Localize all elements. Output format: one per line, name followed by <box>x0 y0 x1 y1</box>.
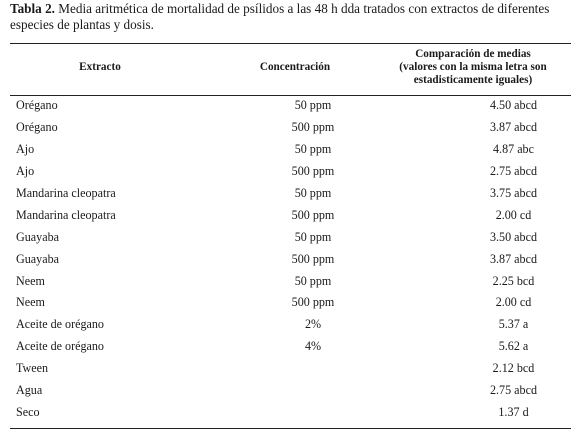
header-comparacion-line1: Comparación de medias <box>415 48 531 60</box>
header-concentracion: Concentración <box>259 61 331 73</box>
cell-concentracion <box>206 358 420 380</box>
top-rule <box>10 43 571 44</box>
cell-extracto: Aceite de orégano <box>16 317 104 332</box>
table-row <box>10 336 571 358</box>
table-row <box>10 401 571 423</box>
cell-concentracion: 4% <box>304 339 322 354</box>
table-caption <box>10 1 570 33</box>
table-row <box>10 248 571 270</box>
cell-concentracion <box>206 380 420 402</box>
cell-comparacion: 5.37 a <box>498 317 529 332</box>
cell-comparacion: 2.75 abcd <box>489 164 538 179</box>
data-table <box>10 95 571 423</box>
cell-comparacion: 2.00 cd <box>495 207 532 222</box>
header-extracto: Extracto <box>79 61 121 73</box>
cell-comparacion: 2.12 bcd <box>492 361 535 376</box>
cell-concentracion <box>206 401 420 423</box>
table-row <box>10 183 571 205</box>
cell-concentracion: 500 ppm <box>291 295 335 310</box>
cell-extracto: Ajo <box>16 142 35 157</box>
cell-extracto: Agua <box>16 383 43 398</box>
cell-concentracion: 50 ppm <box>294 98 332 113</box>
cell-extracto: Orégano <box>16 98 58 113</box>
table-row <box>10 270 571 292</box>
cell-extracto: Neem <box>16 273 45 288</box>
table-row <box>10 292 571 314</box>
cell-concentracion: 500 ppm <box>291 120 335 135</box>
cell-comparacion: 3.87 abcd <box>489 251 538 266</box>
cell-concentracion: 50 ppm <box>294 229 332 244</box>
cell-concentracion: 2% <box>304 317 322 332</box>
caption-label: Tabla 2. <box>10 1 55 16</box>
cell-concentracion: 500 ppm <box>291 251 335 266</box>
cell-extracto: Neem <box>16 295 45 310</box>
cell-extracto: Mandarina cleopatra <box>16 186 116 200</box>
cell-extracto: Tween <box>16 361 49 376</box>
cell-comparacion: 4.87 abc <box>493 142 534 157</box>
cell-comparacion: 3.50 abcd <box>489 229 538 244</box>
table-row <box>10 139 571 161</box>
table-body <box>10 95 571 423</box>
cell-comparacion: 4.50 abcd <box>489 98 538 113</box>
cell-concentracion: 50 ppm <box>294 142 332 157</box>
table-row <box>10 204 571 226</box>
cell-extracto: Guayaba <box>16 229 59 244</box>
table-row <box>10 226 571 248</box>
table-row <box>10 314 571 336</box>
header-comparacion-line3: estadisticamente iguales) <box>413 74 533 86</box>
cell-extracto: Guayaba <box>16 251 59 266</box>
table-row <box>10 117 571 139</box>
cell-comparacion: 2.75 abcd <box>489 383 538 398</box>
bottom-rule <box>10 428 571 429</box>
cell-concentracion: 50 ppm <box>294 186 332 200</box>
table-row <box>10 358 571 380</box>
table-row <box>10 95 571 117</box>
cell-comparacion: 3.87 abcd <box>489 120 538 135</box>
cell-extracto: Orégano <box>16 120 58 135</box>
caption-text: Media aritmética de mortalidad de psílidos a las 48 h dda tratados con extractos de diferentes especies de plantas y dosis. <box>10 1 550 32</box>
table-row <box>10 161 571 183</box>
cell-extracto: Aceite de orégano <box>16 339 104 354</box>
table-row <box>10 380 571 402</box>
cell-concentracion: 50 ppm <box>294 273 332 288</box>
cell-comparacion: 1.37 d <box>498 404 529 419</box>
cell-comparacion: 3.75 abcd <box>489 186 538 200</box>
cell-extracto: Ajo <box>16 164 35 179</box>
cell-comparacion: 5.62 a <box>498 339 529 354</box>
cell-concentracion: 500 ppm <box>291 207 335 222</box>
cell-comparacion: 2.25 bcd <box>492 273 535 288</box>
cell-extracto: Seco <box>16 404 40 419</box>
cell-extracto: Mandarina cleopatra <box>16 207 116 222</box>
cell-concentracion: 500 ppm <box>291 164 335 179</box>
header-comparacion <box>385 48 561 87</box>
header-comparacion-line2: (valores con la misma letra son <box>399 61 547 73</box>
cell-comparacion: 2.00 cd <box>495 295 532 310</box>
